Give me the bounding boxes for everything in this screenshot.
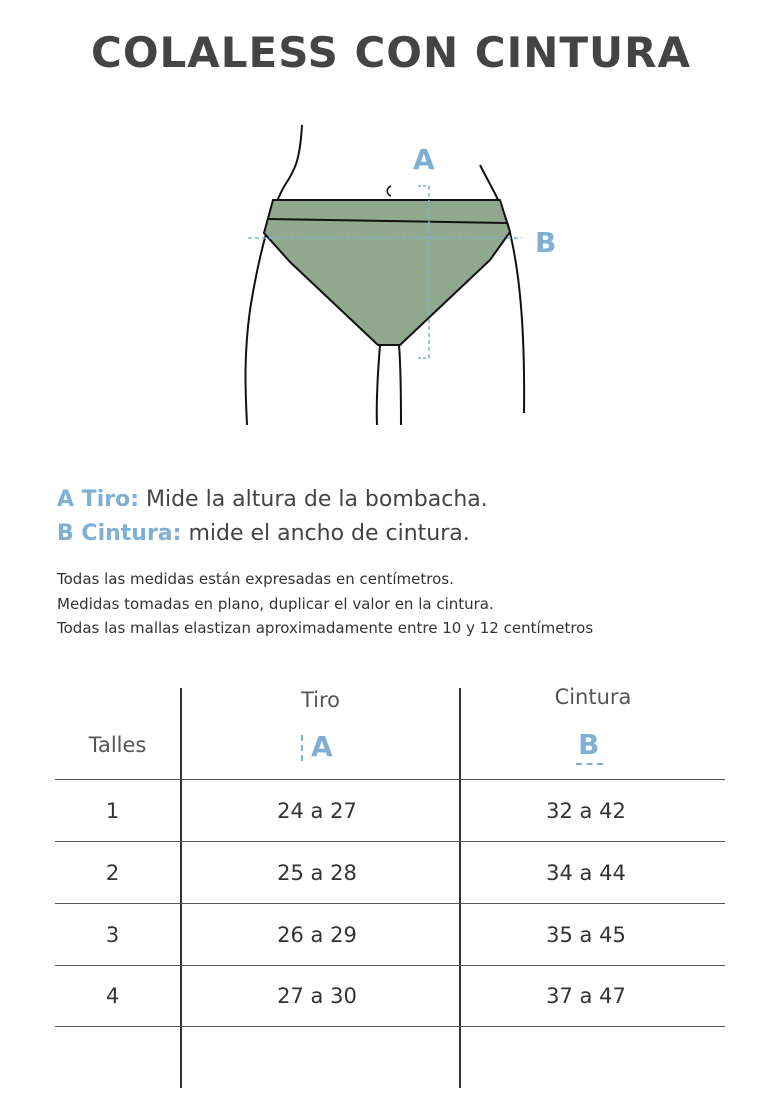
- row-divider: [55, 779, 725, 780]
- cell-cintura: 35 a 45: [546, 923, 626, 947]
- cell-talle: 1: [105, 799, 120, 823]
- row-divider: [55, 903, 725, 904]
- note-line: Todas las medidas están expresadas en centímetros.: [57, 570, 454, 588]
- cell-tiro: 24 a 27: [277, 799, 357, 823]
- body-left-outline: [246, 125, 303, 425]
- cell-talle: 3: [105, 923, 120, 947]
- cintura-dashed-marker: [576, 763, 603, 765]
- cell-tiro: 27 a 30: [277, 984, 357, 1008]
- measurement-legend: [57, 483, 488, 551]
- size-table: [55, 685, 725, 1088]
- column-divider: [180, 688, 182, 1088]
- note-line: Todas las mallas elastizan aproximadamente entre 10 y 12 centímetros: [57, 619, 594, 637]
- notes: [57, 567, 593, 641]
- row-divider: [55, 965, 725, 966]
- garment-diagram: [0, 110, 782, 440]
- note-line: Medidas tomadas en plano, duplicar el valor en la cintura.: [57, 594, 494, 613]
- navel-mark: [387, 186, 391, 196]
- row-divider: [55, 1026, 725, 1027]
- legend-b: B Cintura: mide el ancho de cintura.: [57, 521, 470, 546]
- leg-right-outline: [399, 345, 401, 425]
- cell-cintura: 32 a 42: [546, 799, 626, 823]
- row-divider: [55, 841, 725, 842]
- cell-cintura: 34 a 44: [546, 861, 626, 885]
- legend-a: A Tiro: Mide la altura de la bombacha.: [57, 487, 488, 512]
- tiro-dashed-marker: [301, 735, 303, 761]
- cell-talle: 2: [105, 861, 120, 885]
- header-tiro-letter: A: [311, 730, 333, 763]
- diagram-label-b: B: [535, 226, 557, 259]
- column-divider: [459, 688, 461, 1088]
- cell-tiro: 26 a 29: [277, 923, 357, 947]
- cell-talle: 4: [105, 984, 120, 1008]
- cell-tiro: 25 a 28: [277, 861, 357, 885]
- cell-cintura: 37 a 47: [546, 984, 626, 1008]
- header-cintura: Cintura: [554, 685, 632, 709]
- header-tiro: Tiro: [300, 688, 341, 712]
- header-cintura-letter: B: [578, 728, 600, 761]
- header-talles: Talles: [88, 733, 147, 757]
- page-title: COLALESS CON CINTURA: [91, 28, 691, 77]
- leg-left-outline: [377, 345, 380, 425]
- diagram-label-a: A: [413, 143, 435, 176]
